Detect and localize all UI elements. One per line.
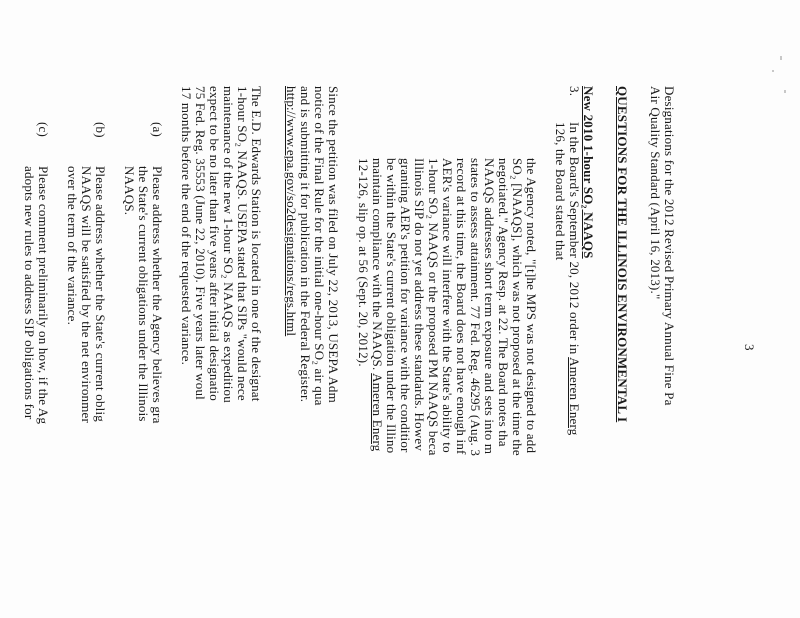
quote-line: Illinois SIP do not yet address these standards. Howev bbox=[412, 158, 427, 452]
quote-line: states to assess attainment. 77 Fed. Reg. 46295 (Aug. 3 bbox=[468, 158, 483, 457]
page-number: 3 bbox=[742, 344, 757, 351]
subquestion-line: Please address whether the Agency believes gra bbox=[150, 166, 165, 424]
question-text: In the Board's September 20, 2012 order in bbox=[567, 122, 582, 358]
subquestion-line: NAAQS. bbox=[122, 166, 137, 216]
case-citation: Ameren Energ bbox=[370, 373, 385, 452]
paragraph-line: expect to be no later than five years after initial designatio bbox=[207, 86, 222, 401]
subquestion-line: Please address whether the State's current oblig bbox=[93, 166, 108, 422]
quote-line: NAAQS addresses short term exposure and sets into m bbox=[482, 158, 497, 455]
quote-line: be within the State's current obligation under the Illino bbox=[384, 158, 399, 454]
paragraph-line: 75 Fed. Reg. 35553 (June 22, 2010). Five years later woul bbox=[193, 86, 208, 400]
paragraph-line: 17 months before the end of the requested variance. bbox=[179, 86, 194, 366]
quote-line: the Agency noted, "[t]he MPS was not designed to add bbox=[524, 158, 539, 454]
subquestion-line: Please comment preliminarily on how, if the Ag bbox=[36, 166, 51, 425]
subquestion-label: (b) bbox=[93, 122, 108, 138]
quote-line: record at this time, the Board does not have enough inf bbox=[454, 158, 469, 455]
quote-line: AER's variance will interfere with the State's ability to bbox=[440, 158, 455, 453]
paragraph-line: and is submitting it for publication in the Federal Register. bbox=[298, 86, 313, 403]
quote-line: SO₂ [NAAQS], which was not proposed at the time the bbox=[510, 158, 525, 456]
subheading: New 2010 1-hour SO₂ NAAQS bbox=[581, 86, 596, 259]
paragraph-line: Since the petition was filed on July 22, 2013, USEPA Adm bbox=[326, 86, 341, 403]
question-line: 126, the Board stated that bbox=[553, 122, 568, 261]
question-number: 3. bbox=[567, 86, 582, 97]
quote-line: 1-hour SO₂ NAAQS or the proposed PM NAAQS beca bbox=[426, 158, 441, 456]
quote-line: granting AER's petition for variance with the conditior bbox=[398, 158, 413, 453]
paragraph-line: notice of the Final Rule for the initial one-hour SO₂ air qua bbox=[312, 86, 327, 406]
subquestion-line: over the term of the variance. bbox=[65, 166, 80, 326]
case-citation: Ameren Energ bbox=[567, 357, 582, 436]
quote-line: negotiated." Agency Resp. at 22. The Board notes tha bbox=[496, 158, 511, 447]
intro-line: Air Quality Standard (April 16, 2013)." bbox=[648, 86, 663, 300]
subquestion-line: the State's current obligations under the Illinois bbox=[136, 166, 151, 422]
question-line bbox=[567, 122, 581, 435]
paragraph-line: 1-hour SO₂ NAAQS. USEPA stated that SIPs "would nece bbox=[235, 86, 250, 401]
quote-line bbox=[370, 158, 384, 452]
epa-url-link[interactable]: http://www.epa.gov/so2designations/regs.html bbox=[284, 86, 299, 337]
quote-text: maintain compliance with the NAAQS. bbox=[370, 158, 385, 374]
section-heading: QUESTIONS FOR THE ILLINOIS ENVIRONMENTAL I bbox=[615, 86, 630, 423]
paragraph-line: maintenance of the new 1-hour SO₂ NAAQS as expeditiou bbox=[221, 86, 236, 403]
subquestion-label: (a) bbox=[150, 122, 165, 138]
subquestion-line: NAAQS will be satisfied by the net environmer bbox=[79, 166, 94, 424]
subquestion-line: adopts new rules to address SIP obligations for bbox=[22, 166, 37, 420]
subquestion-label: (c) bbox=[36, 122, 51, 138]
intro-line: Designations for the 2012 Revised Primary Annual Fine Pa bbox=[662, 86, 677, 406]
paragraph-line: The E.D. Edwards Station is located in one of the designat bbox=[249, 86, 264, 402]
quote-line: 12-126, slip op. at 56 (Sept. 20, 2012). bbox=[356, 158, 371, 367]
